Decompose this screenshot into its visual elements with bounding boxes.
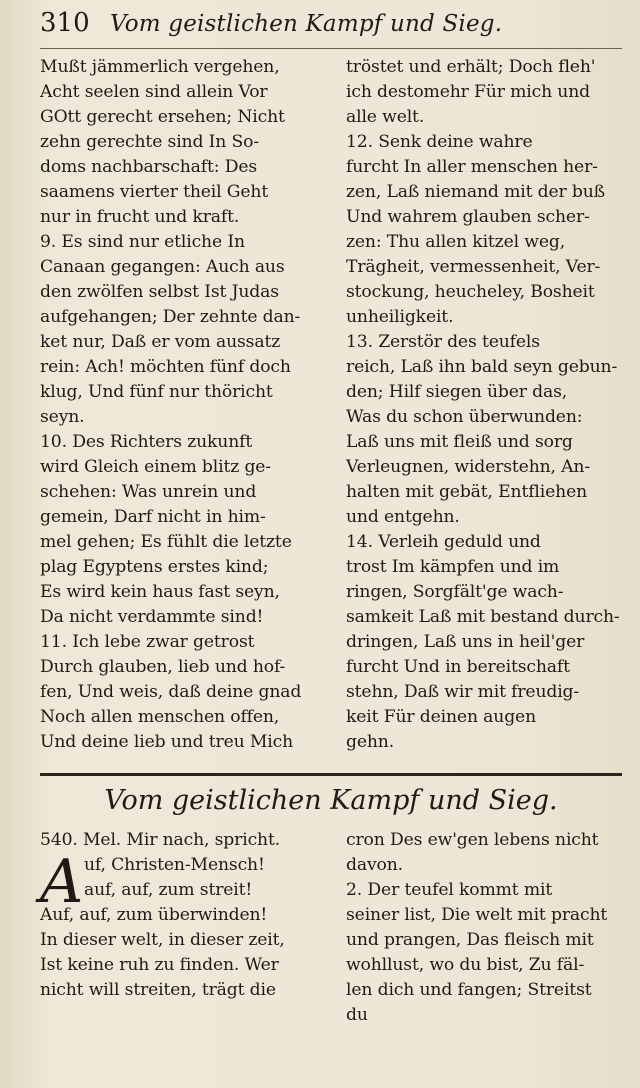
text-line: 9. Es sind nur etliche In <box>40 232 245 252</box>
text-line: du <box>346 1005 368 1025</box>
text-line: trost Im kämpfen und im <box>346 557 560 577</box>
text-line: len dich und fangen; Streitst <box>346 980 592 1000</box>
text-line: unheiligkeit. <box>346 307 454 327</box>
text-line: nur in frucht und kraft. <box>40 207 240 227</box>
text-line: 14. Verleih geduld und <box>346 532 541 552</box>
text-line: ich destomehr Für mich und <box>346 82 590 102</box>
text-line: nicht will streiten, trägt die <box>40 980 276 1000</box>
text-line: samkeit Laß mit bestand durch- <box>346 607 620 627</box>
text-line: tröstet und erhält; Doch fleh' <box>346 57 596 77</box>
text-line: 12. Senk deine wahre <box>346 132 533 152</box>
text-line: schehen: Was unrein und <box>40 482 257 502</box>
text-line: seiner list, Die welt mit pracht <box>346 905 608 925</box>
page-number: 310 <box>40 8 90 38</box>
text-line: wird Gleich einem blitz ge- <box>40 457 271 477</box>
text-line: rein: Ach! möchten fünf doch <box>40 357 291 377</box>
text-line: Und deine lieb und treu Mich <box>40 732 294 752</box>
text-line: den zwölfen selbst Ist Judas <box>40 282 279 302</box>
section-divider <box>40 773 622 776</box>
text-line: 13. Zerstör des teufels <box>346 332 540 352</box>
text-line: ket nur, Daß er vom aussatz <box>40 332 281 352</box>
text-line: Trägheit, vermessenheit, Ver- <box>346 257 601 277</box>
text-line: auf, auf, zum streit! <box>84 880 253 900</box>
text-line: reich, Laß ihn bald seyn gebun- <box>346 357 618 377</box>
text-line: Laß uns mit fleiß und sorg <box>346 432 573 452</box>
text-line: gehn. <box>346 732 395 752</box>
text-line: stehn, Daß wir mit freudig- <box>346 682 580 702</box>
text-line: zehn gerechte sind In So- <box>40 132 259 152</box>
text-line: Noch allen menschen offen, <box>40 707 280 727</box>
text-line: 10. Des Richters zukunft <box>40 432 253 452</box>
text-line: stockung, heucheley, Bosheit <box>346 282 595 302</box>
text-line: ringen, Sorgfält'ge wach- <box>346 582 564 602</box>
text-line: Durch glauben, lieb und hof- <box>40 657 286 677</box>
text-line: Acht seelen sind allein Vor <box>40 82 268 102</box>
text-line: gemein, Darf nicht in him- <box>40 507 266 527</box>
text-line: Auf, auf, zum überwinden! <box>40 905 268 925</box>
text-line: doms nachbarschaft: Des <box>40 157 258 177</box>
text-line: cron Des ew'gen lebens nicht <box>346 830 599 850</box>
text-line: Da nicht verdammte sind! <box>40 607 264 627</box>
text-line: saamens vierter theil Geht <box>40 182 269 202</box>
text-line: und entgehn. <box>346 507 460 527</box>
upper-right-column <box>342 55 632 755</box>
text-line: aufgehangen; Der zehnte dan- <box>40 307 301 327</box>
text-line: den; Hilf siegen über das, <box>346 382 568 402</box>
text-line: 11. Ich lebe zwar getrost <box>40 632 255 652</box>
text-line: Was du schon überwunden: <box>346 407 583 427</box>
text-line: plag Egyptens erstes kind; <box>40 557 269 577</box>
lower-columns <box>40 828 622 1028</box>
text-line: keit Für deinen augen <box>346 707 536 727</box>
text-line: Canaan gegangen: Auch aus <box>40 257 285 277</box>
text-line: klug, Und fünf nur thöricht <box>40 382 273 402</box>
text-line: mel gehen; Es fühlt die letzte <box>40 532 292 552</box>
text-line: und prangen, Das fleisch mit <box>346 930 594 950</box>
lower-left-column <box>40 828 332 1028</box>
running-head: Vom geistlichen Kampf und Sieg. <box>110 11 503 37</box>
text-line: alle welt. <box>346 107 425 127</box>
text-line: wohllust, wo du bist, Zu fäl- <box>346 955 585 975</box>
text-line: zen, Laß niemand mit der buß <box>346 182 606 202</box>
text-line: 540. Mel. Mir nach, spricht. <box>40 830 281 850</box>
text-line: uf, Christen-Mensch! <box>84 855 265 875</box>
text-line: dringen, Laß uns in heil'ger <box>346 632 585 652</box>
text-line: Verleugnen, widerstehn, An- <box>346 457 591 477</box>
text-line: 2. Der teufel kommt mit <box>346 880 553 900</box>
upper-columns <box>40 55 622 755</box>
page-header <box>40 8 622 49</box>
drop-cap: A <box>40 847 84 917</box>
text-line: Ist keine ruh zu finden. Wer <box>40 955 279 975</box>
lower-right-column <box>342 828 632 1028</box>
text-line: Es wird kein haus fast seyn, <box>40 582 280 602</box>
text-line: seyn. <box>40 407 85 427</box>
text-line: GOtt gerecht ersehen; Nicht <box>40 107 285 127</box>
section-title: Vom geistlichen Kampf und Sieg. <box>104 785 558 816</box>
text-line: Und wahrem glauben scher- <box>346 207 590 227</box>
text-line: furcht Und in bereitschaft <box>346 657 570 677</box>
upper-left-column <box>40 55 332 755</box>
text-line: In dieser welt, in dieser zeit, <box>40 930 285 950</box>
text-line: davon. <box>346 855 403 875</box>
text-line: halten mit gebät, Entfliehen <box>346 482 588 502</box>
text-line: fen, Und weis, daß deine gnad <box>40 682 302 702</box>
text-line: furcht In aller menschen her- <box>346 157 598 177</box>
text-line: zen: Thu allen kitzel weg, <box>346 232 566 252</box>
text-line: Mußt jämmerlich vergehen, <box>40 57 280 77</box>
